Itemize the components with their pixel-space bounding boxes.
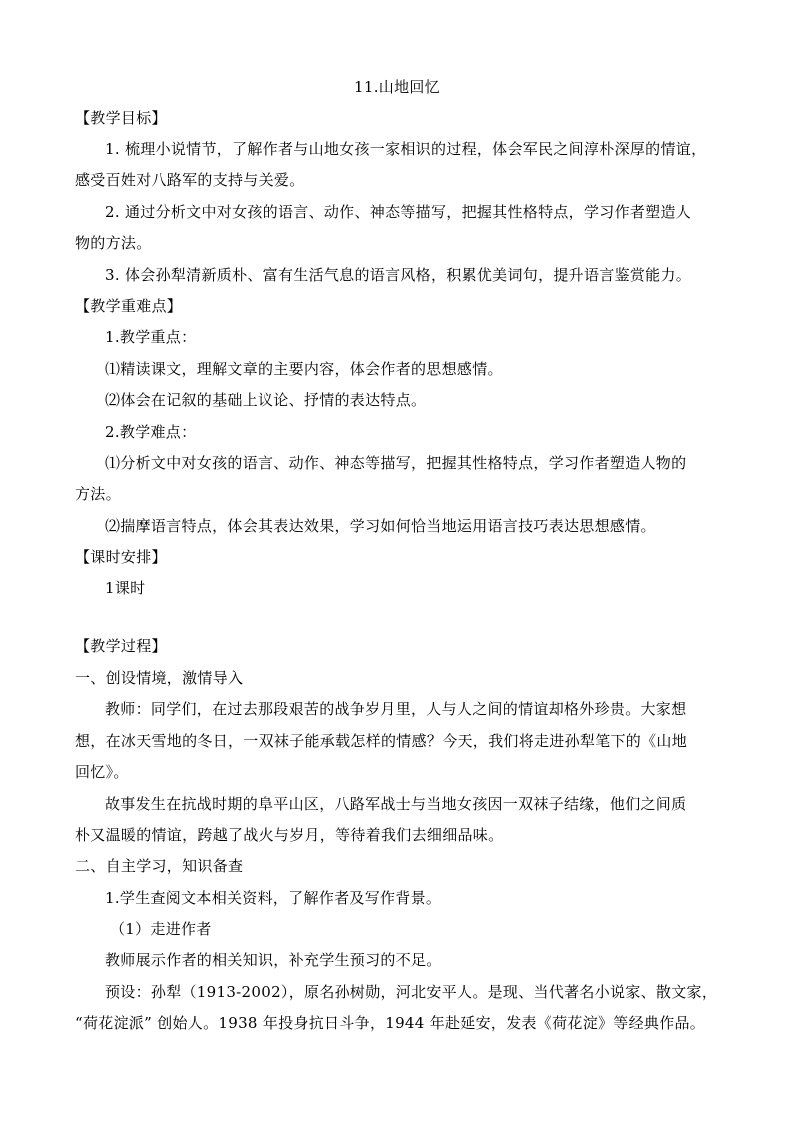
paragraph: 1.学生查阅文本相关资料，了解作者及写作背景。 <box>105 889 442 907</box>
paragraph: 朴又温暖的情谊，跨越了战火与岁月，等待着我们去细细品味。 <box>75 826 504 844</box>
paragraph: ⑴精读课文，理解文章的主要内容，体会作者的思想感情。 <box>105 360 503 378</box>
section-heading-process: 【教学过程】 <box>75 637 167 655</box>
paragraph: ⑵揣摩语言特点，体会其表达效果，学习如何恰当地运用语言技巧表达思想感情。 <box>105 517 656 535</box>
section-heading-goals: 【教学目标】 <box>75 109 167 127</box>
paragraph: ⑴分析文中对女孩的语言、动作、神态等描写，把握其性格特点，学习作者塑造人物的 <box>105 454 687 472</box>
paragraph: 1. 梳理小说情节，了解作者与山地女孩一家相识的过程，体会军民之间淳朴深厚的情谊， <box>105 140 707 158</box>
section-heading-key-points: 【教学重难点】 <box>75 297 183 315</box>
section-heading-schedule: 【课时安排】 <box>75 548 167 566</box>
paragraph: 教师展示作者的相关知识，补充学生预习的不足。 <box>105 951 442 969</box>
document-title: 11.山地回忆 <box>354 78 440 96</box>
paragraph: “荷花淀派” 创始人。1938 年投身抗日斗争，1944 年赴延安，发表《荷花淀》等经典作品。 <box>75 1014 706 1032</box>
paragraph: 预设：孙犁（1913-2002），原名孙树勋，河北安平人。是现、当代著名小说家、散文家， <box>105 983 718 1001</box>
paragraph: 1.教学重点： <box>105 328 197 346</box>
paragraph: 方法。 <box>75 485 121 503</box>
paragraph: 2. 通过分析文中对女孩的语言、动作、神态等描写，把握其性格特点，学习作者塑造人 <box>105 203 692 221</box>
paragraph: 教师：同学们，在过去那段艰苦的战争岁月里，人与人之间的情谊却格外珍贵。大家想 <box>105 700 687 718</box>
paragraph: 回忆》。 <box>75 763 129 781</box>
paragraph: ⑵体会在记叙的基础上议论、抒情的表达特点。 <box>105 391 427 409</box>
step-heading: 一、创设情境，激情导入 <box>75 669 244 687</box>
paragraph: 1课时 <box>105 579 146 597</box>
paragraph: （1）走进作者 <box>110 920 212 938</box>
paragraph: 物的方法。 <box>75 234 152 252</box>
paragraph: 2.教学难点： <box>105 423 197 441</box>
step-heading: 二、自主学习，知识备查 <box>75 857 244 875</box>
paragraph: 故事发生在抗战时期的阜平山区，八路军战士与当地女孩因一双袜子结缘，他们之间质 <box>105 795 687 813</box>
paragraph: 3. 体会孙犁清新质朴、富有生活气息的语言风格，积累优美词句，提升语言鉴赏能力。 <box>105 266 692 284</box>
paragraph: 感受百姓对八路军的支持与关爱。 <box>75 171 305 189</box>
paragraph: 想，在冰天雪地的冬日，一双袜子能承载怎样的情感？今天，我们将走进孙犁笔下的《山地 <box>75 732 688 750</box>
